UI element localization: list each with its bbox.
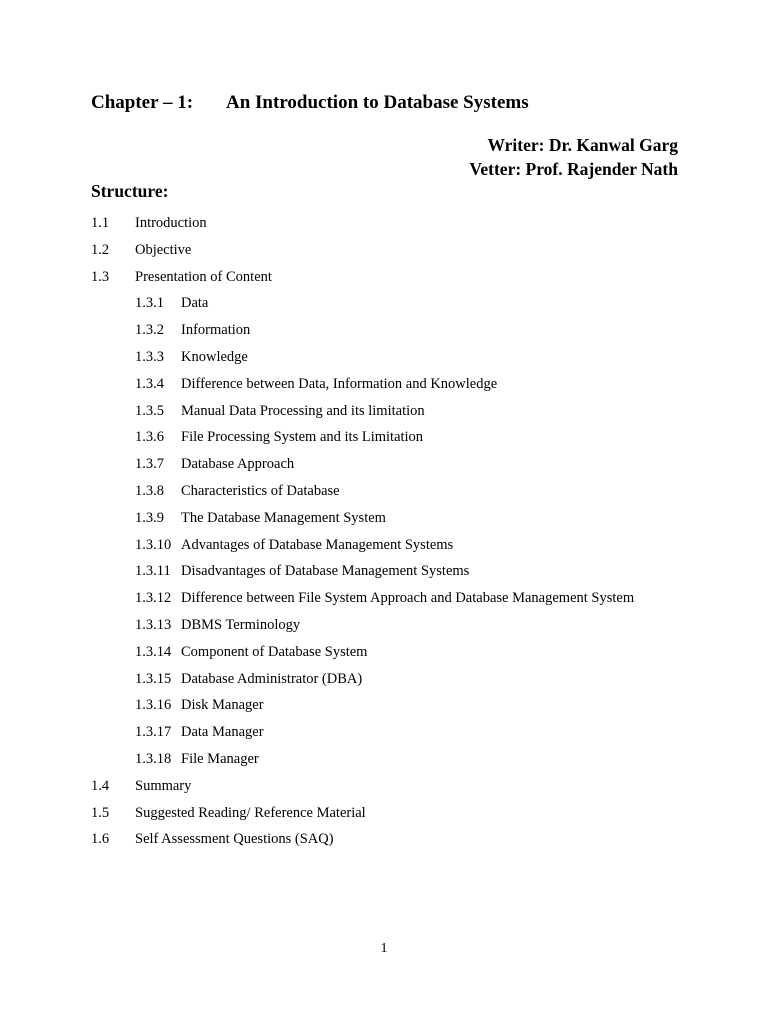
- toc-entry: [91, 290, 691, 317]
- toc-entry-title: Knowledge: [181, 348, 248, 365]
- credits-block: [469, 133, 678, 181]
- toc-entry-number: 1.6: [91, 831, 110, 848]
- toc-entry: [91, 639, 691, 666]
- toc-entry: [91, 585, 691, 612]
- toc-entry-title: Database Administrator (DBA): [181, 670, 363, 687]
- toc-entry-title: Disk Manager: [181, 697, 264, 714]
- toc-entry-title: Data Manager: [181, 724, 264, 741]
- toc-entry-title: Database Approach: [181, 456, 295, 473]
- toc-entry-title: Characteristics of Database: [181, 482, 340, 499]
- toc-entry: [91, 532, 691, 559]
- toc-entry: [91, 371, 691, 398]
- toc-entry-title: Manual Data Processing and its limitation: [181, 402, 425, 419]
- toc-entry-title: Component of Database System: [181, 643, 368, 660]
- toc-entry: [91, 505, 691, 532]
- toc-entry-title: Advantages of Database Management Systems: [181, 536, 454, 553]
- toc-entry-title: DBMS Terminology: [181, 616, 301, 633]
- toc-entry: [91, 344, 691, 371]
- toc-entry-title: Difference between File System Approach and Database Management System: [181, 590, 635, 607]
- toc-entry: [91, 773, 691, 800]
- toc-entry: [91, 317, 691, 344]
- table-of-contents: [91, 210, 691, 853]
- toc-entry-number: 1.3.16: [135, 697, 172, 714]
- toc-entry-number: 1.3: [91, 268, 110, 285]
- toc-entry: [91, 210, 691, 237]
- toc-entry: [91, 692, 691, 719]
- chapter-title: An Introduction to Database Systems: [226, 92, 529, 113]
- chapter-label: Chapter – 1:: [91, 92, 194, 113]
- toc-entry: [91, 746, 691, 773]
- toc-entry-title: Suggested Reading/ Reference Material: [135, 804, 366, 821]
- page-number: 1: [380, 941, 388, 956]
- toc-entry-number: 1.3.8: [135, 482, 164, 499]
- toc-entry-number: 1.3.6: [135, 429, 164, 446]
- toc-entry-number: 1.3.2: [135, 322, 164, 339]
- toc-entry: [91, 558, 691, 585]
- toc-entry-number: 1.3.3: [135, 348, 164, 365]
- toc-entry-title: Presentation of Content: [135, 268, 272, 285]
- toc-entry-number: 1.3.15: [135, 670, 172, 687]
- toc-entry-number: 1.3.10: [135, 536, 172, 553]
- toc-entry-number: 1.3.12: [135, 590, 172, 607]
- toc-entry-title: Introduction: [135, 215, 207, 231]
- toc-entry-title: Disadvantages of Database Management Systems: [181, 563, 470, 580]
- vetter-credit: Vetter: Prof. Rajender Nath: [469, 159, 678, 179]
- toc-entry-number: 1.3.9: [135, 509, 164, 526]
- toc-entry-number: 1.3.17: [135, 724, 172, 741]
- toc-entry: [91, 398, 691, 425]
- toc-entry: [91, 424, 691, 451]
- toc-entry-number: 1.5: [91, 804, 110, 821]
- toc-entry: [91, 800, 691, 827]
- toc-entry-number: 1.4: [91, 777, 110, 794]
- toc-entry-title: File Processing System and its Limitation: [181, 429, 424, 446]
- toc-entry-number: 1.3.14: [135, 643, 172, 660]
- toc-entry: [91, 237, 691, 264]
- toc-entry: [91, 478, 691, 505]
- toc-entry-title: Self Assessment Questions (SAQ): [135, 831, 334, 848]
- toc-entry-title: File Manager: [181, 750, 259, 767]
- toc-entry-title: Information: [181, 322, 251, 339]
- toc-entry-title: The Database Management System: [181, 509, 386, 526]
- toc-entry: [91, 451, 691, 478]
- toc-entry-number: 1.3.5: [135, 402, 164, 419]
- toc-entry-title: Summary: [135, 777, 192, 794]
- toc-entry: [91, 612, 691, 639]
- toc-entry-number: 1.2: [91, 241, 110, 258]
- toc-entry: [91, 719, 691, 746]
- toc-entry-number: 1.1: [91, 215, 110, 231]
- toc-entry-title: Data: [181, 295, 209, 312]
- structure-heading: Structure:: [91, 181, 169, 201]
- toc-entry-number: 1.3.18: [135, 750, 172, 767]
- toc-entry-number: 1.3.1: [135, 295, 164, 312]
- toc-entry: [91, 264, 691, 291]
- toc-entry-title: Difference between Data, Information and Knowledge: [181, 375, 498, 392]
- toc-entry-number: 1.3.11: [135, 563, 171, 580]
- toc-entry: [91, 826, 691, 853]
- toc-entry-number: 1.3.4: [135, 375, 164, 392]
- toc-entry-title: Objective: [135, 241, 192, 258]
- toc-entry: [91, 666, 691, 693]
- toc-entry-number: 1.3.13: [135, 616, 172, 633]
- toc-entry-number: 1.3.7: [135, 456, 164, 473]
- chapter-heading: [91, 92, 529, 114]
- writer-credit: Writer: Dr. Kanwal Garg: [487, 135, 678, 155]
